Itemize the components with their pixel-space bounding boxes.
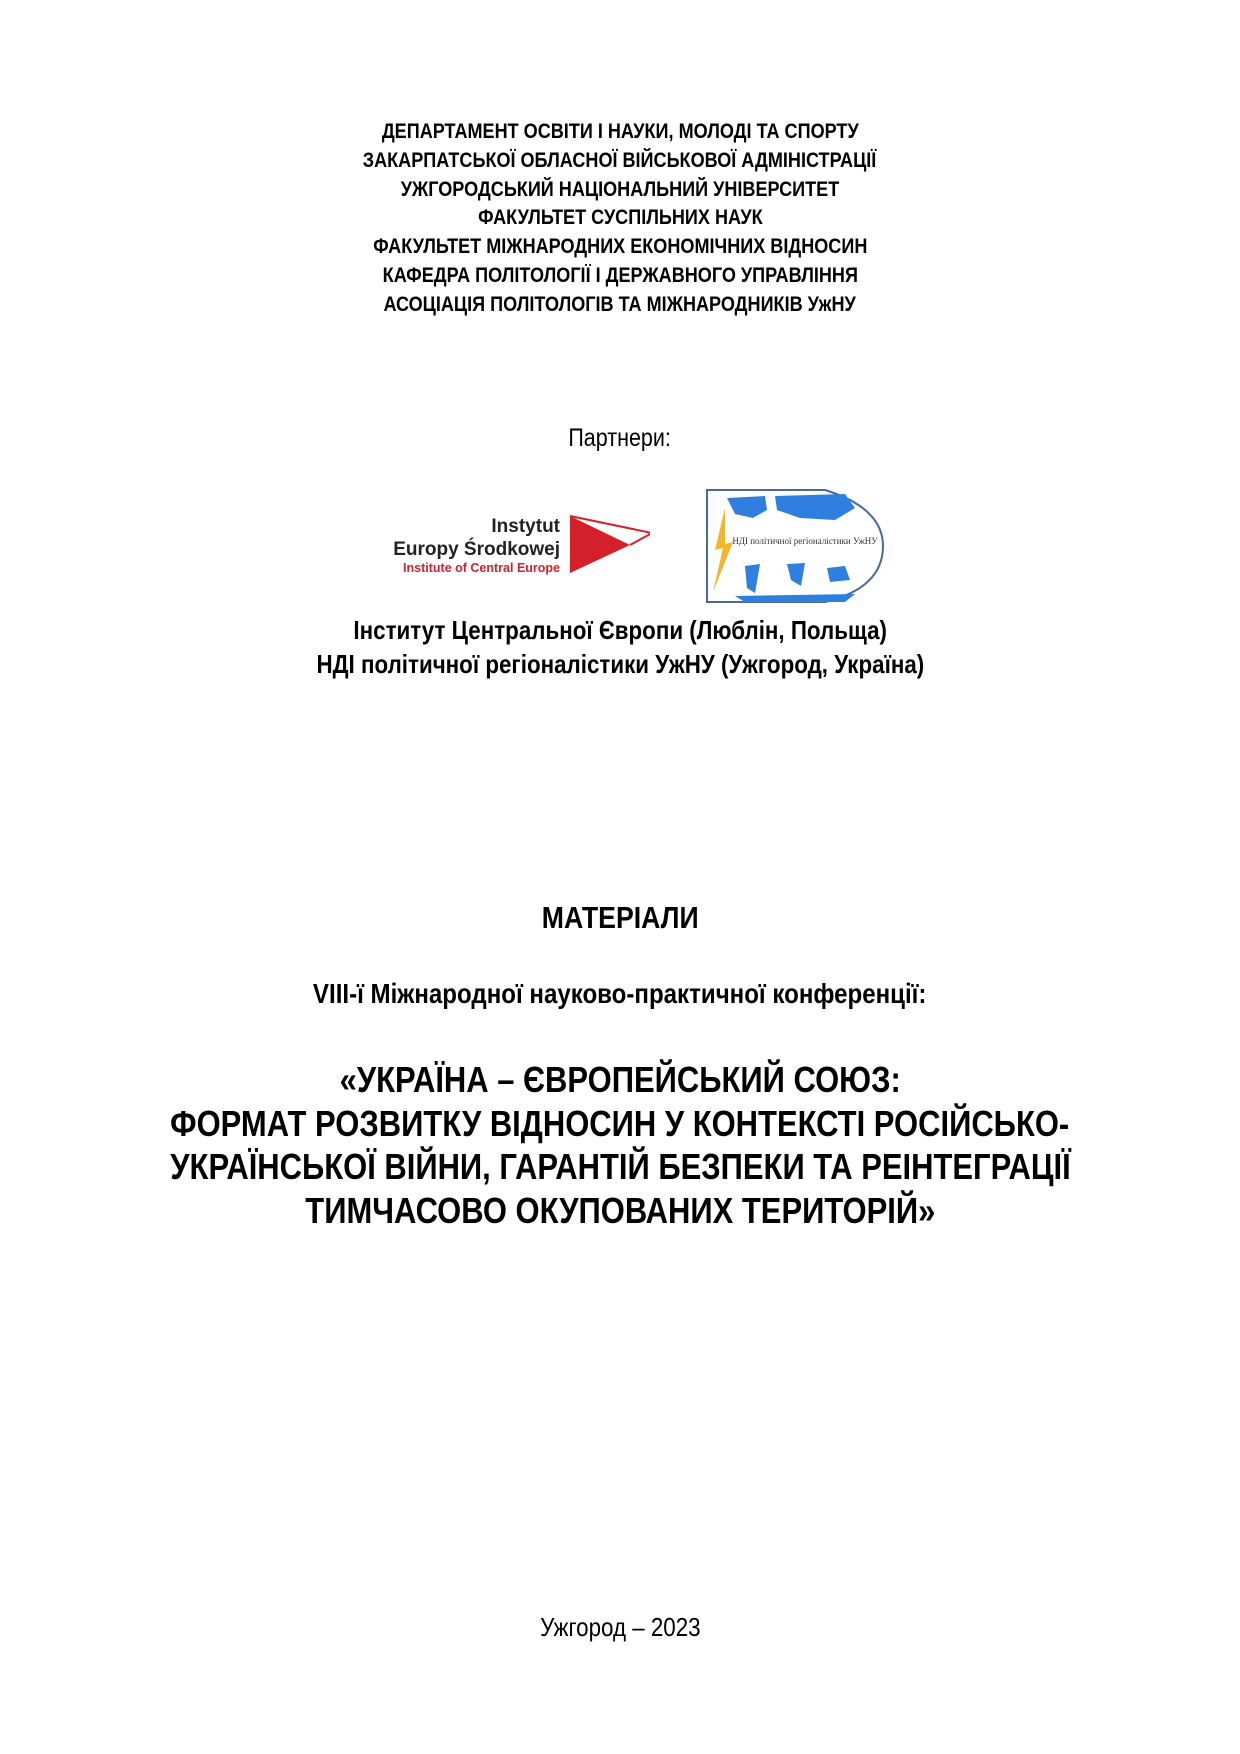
svg-text:Europy Środkowej: Europy Środkowej — [393, 539, 560, 560]
header-line: ЗАКАРПАТСЬКОЇ ОБЛАСНОЇ ВІЙСЬКОВОЇ АДМІНІСТРАЦІЇ — [363, 148, 877, 172]
ndi-regional-studies-logo — [705, 488, 885, 604]
place-year: Ужгород – 2023 — [539, 1612, 701, 1642]
svg-text:НДІ політичної регіоналістики: НДІ політичної регіоналістики УжНУ — [732, 536, 878, 546]
institute-central-europe-logo — [390, 515, 650, 595]
partners-label: Партнери: — [568, 424, 672, 452]
header-line: УЖГОРОДСЬКИЙ НАЦІОНАЛЬНИЙ УНІВЕРСИТЕТ — [400, 177, 840, 201]
title-line: ТИМЧАСОВО ОКУПОВАНИХ ТЕРИТОРІЙ» — [304, 1189, 936, 1231]
materials-heading: МАТЕРІАЛИ — [541, 900, 699, 935]
header-line: КАФЕДРА ПОЛІТОЛОГІЇ І ДЕРЖАВНОГО УПРАВЛІННЯ — [382, 263, 858, 287]
title-line: «УКРАЇНА – ЄВРОПЕЙСЬКИЙ СОЮЗ: — [339, 1059, 901, 1100]
header-line: ФАКУЛЬТЕТ СУСПІЛЬНИХ НАУК — [477, 206, 763, 230]
conference-subtitle: VIII-ї Міжнародної науково-практичної конференції: — [313, 978, 927, 1009]
header-line: ФАКУЛЬТЕТ МІЖНАРОДНИХ ЕКОНОМІЧНИХ ВІДНОСИН — [372, 235, 868, 259]
partner-institutions — [0, 613, 1240, 681]
title-line: ФОРМАТ РОЗВИТКУ ВІДНОСИН У КОНТЕКСТІ РОСІЙСЬКО- — [170, 1102, 1070, 1144]
svg-text:Instytut: Instytut — [491, 516, 560, 537]
header-line: АСОЦІАЦІЯ ПОЛІТОЛОГІВ ТА МІЖНАРОДНИКІВ УжНУ — [383, 292, 857, 316]
triangle-mark — [570, 516, 630, 573]
institution-line: Інститут Центральної Європи (Люблін, Польща) — [353, 615, 887, 645]
conference-title — [0, 1058, 1240, 1232]
institution-line: НДІ політичної регіоналістики УжНУ (Ужгород, Україна) — [316, 649, 924, 679]
organizers-header — [0, 118, 1240, 320]
svg-text:Institute of Central Europe: Institute of Central Europe — [403, 561, 560, 575]
title-line: УКРАЇНСЬКОЇ ВІЙНИ, ГАРАНТІЙ БЕЗПЕКИ ТА РЕІНТЕГРАЦІЇ — [169, 1146, 1071, 1187]
header-line: ДЕПАРТАМЕНТ ОСВІТИ І НАУКИ, МОЛОДІ ТА СПОРТУ — [381, 120, 859, 143]
